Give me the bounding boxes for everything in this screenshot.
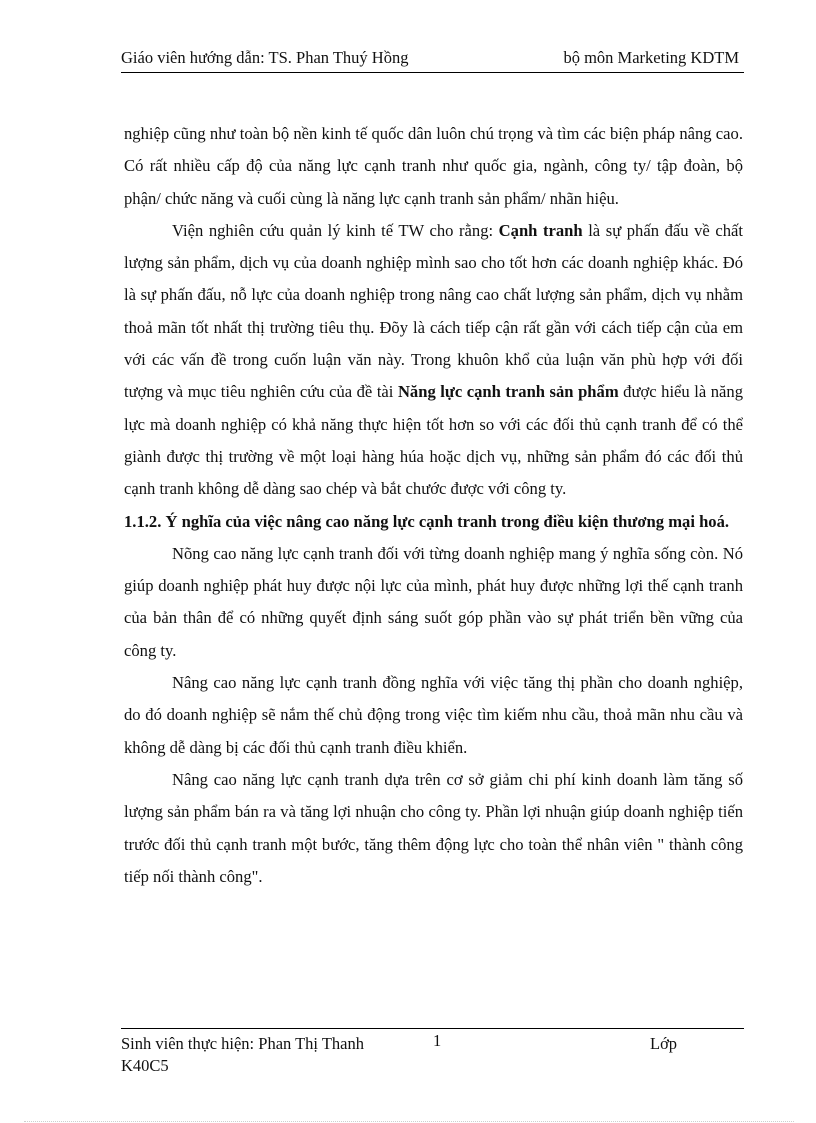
paragraph-1: nghiệp cũng như toàn bộ nền kinh tế quốc dân luôn chú trọng và tìm các biện pháp nâng cao. Có rất nhiều cấp độ của năng lực cạnh tranh như quốc gia, ngành, công ty/ tập đoàn, bộ phận/ chức năng và cuối cùng là năng lực cạnh tranh sản phẩm/ nhãn hiệu. (124, 124, 743, 208)
document-body (124, 118, 743, 893)
page-header (121, 48, 743, 72)
class-label: Lớp (650, 1034, 678, 1053)
page-edge-dotted-line (24, 1121, 794, 1122)
supervisor-label: Giáo viên hướng dẫn: TS. Phan Thuý Hồng (121, 48, 409, 67)
author-label: Sinh viên thực hiện: Phan Thị Thanh (121, 1034, 364, 1053)
paragraph-2-part-b: là sự phấn đấu về chất lượng sản phẩm, dịch vụ của doanh nghiệp mình sao cho tốt hơn các doanh nghiệp khác. Đó là sự phấn đấu, nỗ lực của doanh nghiệp trong nâng cao chất lượng sản phẩm, dịch vụ nhằm thoả mãn tốt nhất thị trường tiêu thụ. Đõy là cách tiếp cận rất gần với cách tiếp cận của em với các vấn đề trong cuốn luận văn này. Trong khuôn khổ của luận văn phù hợp với đối tượng và mục tiêu nghiên cứu của đề tài (124, 220, 743, 402)
term-canh-tranh: Cạnh tranh (498, 220, 583, 240)
page-footer (121, 1031, 743, 1082)
header-divider (121, 72, 744, 73)
term-nang-luc-canh-tranh-san-pham: Năng lực cạnh tranh sản phẩm (397, 382, 619, 402)
footer-divider (121, 1028, 744, 1029)
paragraph-2 (124, 215, 743, 506)
department-label: bộ môn Marketing KDTM (563, 48, 739, 67)
paragraph-4: Nâng cao năng lực cạnh tranh đồng nghĩa với việc tăng thị phần cho doanh nghiệp, do đó doanh nghiệp sẽ nắm thế chủ động trong việc tìm kiếm nhu cầu, thoả mãn nhu cầu và không dễ dàng bị các đối thủ cạnh tranh điều khiển. (124, 673, 743, 757)
section-heading-1-1-2: 1.1.2. Ý nghĩa của việc nâng cao năng lực cạnh tranh trong điều kiện thương mại hoá. (124, 511, 730, 531)
paragraph-2-part-c: được hiểu là năng lực mà doanh nghiệp có khả năng thực hiện tốt hơn so với các đối thủ cạnh tranh để có thể giành được thị trường về một loại hàng húa hoặc dịch vụ, những sản phẩm đó các đối thủ cạnh tranh không dễ dàng sao chép và bắt chước được với công ty. (124, 382, 744, 499)
class-code: K40C5 (121, 1056, 169, 1075)
page-number: 1 (433, 1031, 442, 1050)
paragraph-5: Nâng cao năng lực cạnh tranh dựa trên cơ sở giảm chi phí kinh doanh làm tăng số lượng sản phẩm bán ra và tăng lợi nhuận cho công ty. Phần lợi nhuận giúp doanh nghiệp tiến trước đối thủ cạnh tranh một bước, tăng thêm động lực cho toàn thể nhân viên " thành công tiếp nối thành công". (124, 769, 743, 886)
paragraph-2-part-a: Viện nghiên cứu quản lý kinh tế TW cho rằng: (172, 220, 499, 240)
paragraph-3: Nõng cao năng lực cạnh tranh đối với từng doanh nghiệp mang ý nghĩa sống còn. Nó giúp doanh nghiệp phát huy được nội lực của mình, phát huy được những lợi thế cạnh tranh của bản thân để có những quyết định sáng suốt góp phần vào sự phát triển bền vững của công ty. (124, 543, 743, 660)
